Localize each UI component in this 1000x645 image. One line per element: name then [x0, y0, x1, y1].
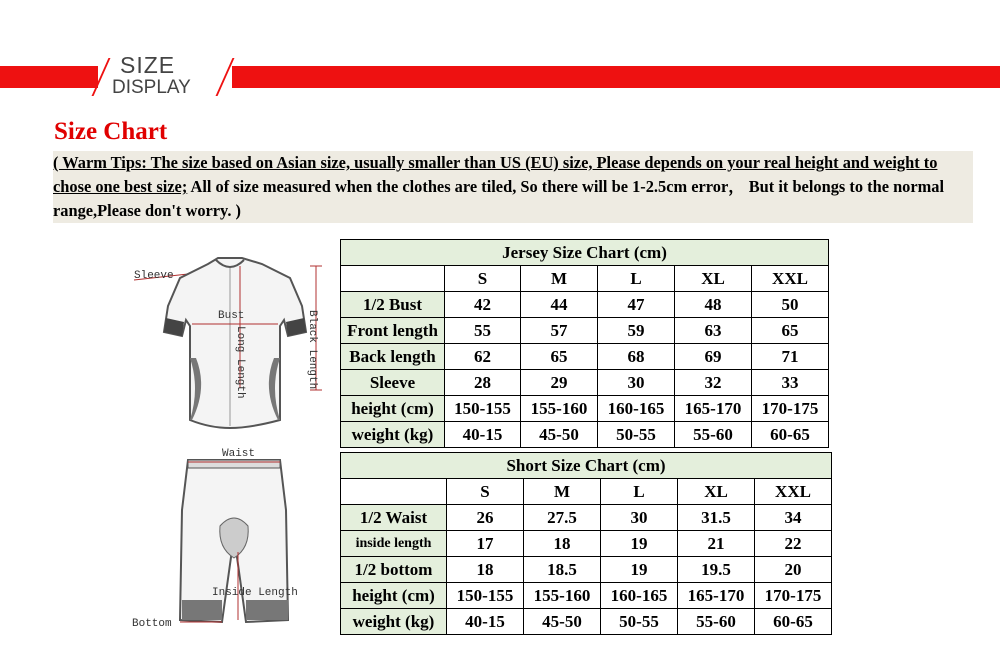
size-header: XXL — [752, 266, 829, 292]
page-title: Size Chart — [54, 118, 168, 145]
table-cell: 17 — [447, 531, 524, 557]
table-cell: 59 — [598, 318, 675, 344]
table-cell: 32 — [675, 370, 752, 396]
table-cell: 165-170 — [675, 396, 752, 422]
table-cell: 60-65 — [752, 422, 829, 448]
table-cell: 160-165 — [601, 583, 678, 609]
corner-cell — [341, 266, 445, 292]
warm-tips — [53, 151, 973, 223]
table-cell: 65 — [521, 344, 598, 370]
table-row — [341, 422, 829, 448]
table-cell: 33 — [752, 370, 829, 396]
row-label: weight (kg) — [341, 422, 445, 448]
table-cell: 45-50 — [521, 422, 598, 448]
logo-size-text: SIZE — [120, 52, 176, 78]
table-cell: 150-155 — [445, 396, 521, 422]
size-display-banner — [0, 0, 1000, 110]
table-row — [341, 609, 832, 635]
table-row — [341, 292, 829, 318]
table-cell: 170-175 — [755, 583, 832, 609]
jersey-size-header-row — [341, 266, 829, 292]
size-header: L — [601, 479, 678, 505]
table-row — [341, 318, 829, 344]
size-header: L — [598, 266, 675, 292]
size-header: XL — [678, 479, 755, 505]
jersey-title-row — [341, 240, 829, 266]
inside-length-label: Inside Length — [212, 587, 298, 599]
waist-label: Waist — [222, 448, 256, 460]
table-row — [341, 583, 832, 609]
banner-bar-right — [232, 66, 1000, 88]
row-label: 1/2 Bust — [341, 292, 445, 318]
warm-tips-part2: All of size measured when the clothes are tiled, So there will be 1-2.5cm error， But it belongs to the normal range,Please don't worry. ) — [53, 177, 945, 220]
table-cell: 48 — [675, 292, 752, 318]
table-row — [341, 531, 832, 557]
table-cell: 55-60 — [678, 609, 755, 635]
table-cell: 47 — [598, 292, 675, 318]
row-label: height (cm) — [341, 396, 445, 422]
table-cell: 60-65 — [755, 609, 832, 635]
table-cell: 19 — [601, 531, 678, 557]
bust-label: Bust — [218, 310, 245, 322]
sleeve-label: Sleeve — [134, 270, 174, 282]
row-label: Back length — [341, 344, 445, 370]
size-header: M — [521, 266, 598, 292]
size-header: XXL — [755, 479, 832, 505]
table-cell: 30 — [598, 370, 675, 396]
table-cell: 19 — [601, 557, 678, 583]
table-row — [341, 557, 832, 583]
row-label: 1/2 bottom — [341, 557, 447, 583]
jersey-table-title: Jersey Size Chart (cm) — [341, 240, 829, 266]
table-cell: 55 — [445, 318, 521, 344]
table-row — [341, 505, 832, 531]
table-cell: 50-55 — [598, 422, 675, 448]
back-length-label: Black Length — [306, 310, 318, 390]
table-cell: 65 — [752, 318, 829, 344]
short-table-title: Short Size Chart (cm) — [341, 453, 832, 479]
table-cell: 63 — [675, 318, 752, 344]
table-cell: 62 — [445, 344, 521, 370]
table-cell: 40-15 — [445, 422, 521, 448]
corner-cell — [341, 479, 447, 505]
table-cell: 68 — [598, 344, 675, 370]
table-cell: 170-175 — [752, 396, 829, 422]
long-length-label: Long Length — [234, 326, 246, 399]
table-cell: 42 — [445, 292, 521, 318]
table-cell: 18 — [524, 531, 601, 557]
banner-bar-left — [0, 66, 98, 88]
table-row — [341, 396, 829, 422]
table-cell: 18 — [447, 557, 524, 583]
table-cell: 155-160 — [524, 583, 601, 609]
size-header: XL — [675, 266, 752, 292]
size-header: S — [445, 266, 521, 292]
table-cell: 69 — [675, 344, 752, 370]
table-cell: 18.5 — [524, 557, 601, 583]
logo-display-text: DISPLAY — [112, 77, 191, 98]
table-cell: 45-50 — [524, 609, 601, 635]
short-title-row — [341, 453, 832, 479]
table-cell: 20 — [755, 557, 832, 583]
table-cell: 21 — [678, 531, 755, 557]
table-cell: 50 — [752, 292, 829, 318]
row-label: height (cm) — [341, 583, 447, 609]
jersey-diagram — [130, 248, 330, 448]
table-cell: 26 — [447, 505, 524, 531]
size-header: S — [447, 479, 524, 505]
table-cell: 34 — [755, 505, 832, 531]
row-label: Front length — [341, 318, 445, 344]
warm-tips-part1: ( Warm Tips: The size based on Asian size, usually smaller than US (EU) size, Please depends on your real height and weight to chose one best size; — [53, 153, 938, 196]
table-cell: 57 — [521, 318, 598, 344]
table-cell: 27.5 — [524, 505, 601, 531]
table-row — [341, 344, 829, 370]
shorts-diagram — [128, 440, 318, 640]
table-cell: 150-155 — [447, 583, 524, 609]
table-cell: 50-55 — [601, 609, 678, 635]
table-cell: 28 — [445, 370, 521, 396]
row-label: 1/2 Waist — [341, 505, 447, 531]
table-cell: 40-15 — [447, 609, 524, 635]
bottom-label: Bottom — [132, 618, 172, 630]
table-cell: 155-160 — [521, 396, 598, 422]
row-label: Sleeve — [341, 370, 445, 396]
row-label: inside length — [341, 531, 447, 557]
table-cell: 44 — [521, 292, 598, 318]
table-cell: 165-170 — [678, 583, 755, 609]
row-label: weight (kg) — [341, 609, 447, 635]
size-header: M — [524, 479, 601, 505]
table-cell: 29 — [521, 370, 598, 396]
short-size-table — [340, 452, 832, 635]
table-cell: 19.5 — [678, 557, 755, 583]
table-cell: 22 — [755, 531, 832, 557]
table-cell: 55-60 — [675, 422, 752, 448]
table-cell: 31.5 — [678, 505, 755, 531]
table-cell: 160-165 — [598, 396, 675, 422]
table-cell: 71 — [752, 344, 829, 370]
table-cell: 30 — [601, 505, 678, 531]
jersey-size-table — [340, 239, 829, 448]
short-size-header-row — [341, 479, 832, 505]
table-row — [341, 370, 829, 396]
